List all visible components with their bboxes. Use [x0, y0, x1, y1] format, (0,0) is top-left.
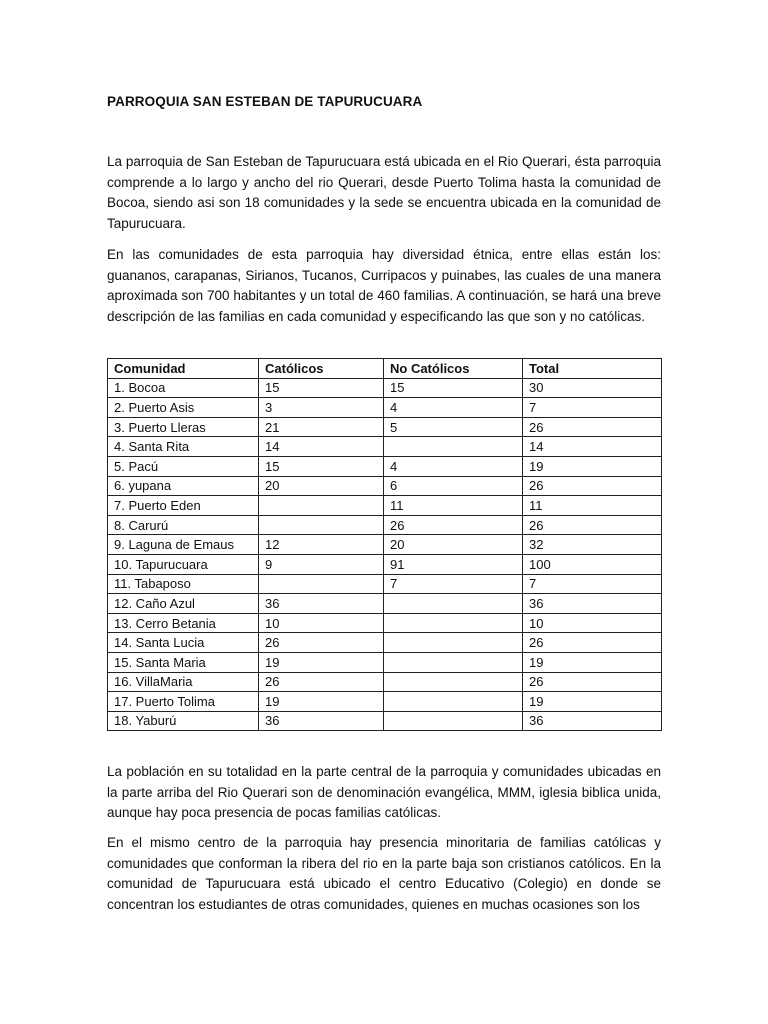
- cell-catolicos: [259, 515, 384, 535]
- cell-catolicos: 14: [259, 437, 384, 457]
- table-row: [108, 711, 662, 731]
- cell-catolicos: 26: [259, 672, 384, 692]
- cell-comunidad: 14. Santa Lucia: [108, 633, 259, 653]
- cell-comunidad: 13. Cerro Betania: [108, 613, 259, 633]
- cell-comunidad: 11. Tabaposo: [108, 574, 259, 594]
- cell-catolicos: 19: [259, 692, 384, 712]
- table-row: [108, 417, 662, 437]
- cell-no-catolicos: 5: [384, 417, 523, 437]
- cell-no-catolicos: [384, 613, 523, 633]
- cell-comunidad: 16. VillaMaria: [108, 672, 259, 692]
- paragraph-intro: La parroquia de San Esteban de Tapurucuara está ubicada en el Rio Querari, ésta parroquia comprende a lo largo y ancho del rio Querari, desde Puerto Tolima hasta la comunidad de Bocoa, siendo asi son 18 comunidades y la sede se encuentra ubicada en la comunidad de Tapurucuara.: [107, 154, 661, 231]
- cell-catolicos: 9: [259, 554, 384, 574]
- cell-no-catolicos: [384, 711, 523, 731]
- cell-catolicos: [259, 496, 384, 516]
- cell-comunidad: 12. Caño Azul: [108, 594, 259, 614]
- cell-comunidad: 9. Laguna de Emaus: [108, 535, 259, 555]
- paragraph-population: La población en su totalidad en la parte central de la parroquia y comunidades ubicadas en la parte arriba del Rio Querari son de denominación evangélica, MMM, iglesia biblica unida, aunque hay poca presencia de pocas familias católicas.: [107, 764, 661, 820]
- header-comunidad: Comunidad: [108, 359, 259, 379]
- table-body: [108, 378, 662, 731]
- cell-catolicos: 12: [259, 535, 384, 555]
- cell-comunidad: 5. Pacú: [108, 456, 259, 476]
- cell-total: 26: [523, 515, 662, 535]
- cell-comunidad: 4. Santa Rita: [108, 437, 259, 457]
- table-row: [108, 515, 662, 535]
- cell-catolicos: 36: [259, 594, 384, 614]
- cell-no-catolicos: 11: [384, 496, 523, 516]
- cell-comunidad: 17. Puerto Tolima: [108, 692, 259, 712]
- cell-total: 26: [523, 633, 662, 653]
- cell-no-catolicos: 7: [384, 574, 523, 594]
- table-row: [108, 476, 662, 496]
- cell-no-catolicos: 26: [384, 515, 523, 535]
- cell-total: 36: [523, 594, 662, 614]
- cell-no-catolicos: 4: [384, 456, 523, 476]
- cell-comunidad: 6. yupana: [108, 476, 259, 496]
- cell-total: 32: [523, 535, 662, 555]
- cell-comunidad: 15. Santa Maria: [108, 652, 259, 672]
- table-row: [108, 613, 662, 633]
- document-title: PARROQUIA SAN ESTEBAN DE TAPURUCUARA: [107, 94, 423, 109]
- cell-total: 14: [523, 437, 662, 457]
- cell-no-catolicos: [384, 633, 523, 653]
- cell-catolicos: 36: [259, 711, 384, 731]
- cell-total: 11: [523, 496, 662, 516]
- cell-comunidad: 7. Puerto Eden: [108, 496, 259, 516]
- header-total: Total: [523, 359, 662, 379]
- cell-no-catolicos: [384, 594, 523, 614]
- cell-total: 19: [523, 456, 662, 476]
- table-row: [108, 378, 662, 398]
- cell-total: 30: [523, 378, 662, 398]
- cell-catolicos: 3: [259, 398, 384, 418]
- cell-no-catolicos: 4: [384, 398, 523, 418]
- cell-no-catolicos: 6: [384, 476, 523, 496]
- cell-comunidad: 8. Carurú: [108, 515, 259, 535]
- header-catolicos: Católicos: [259, 359, 384, 379]
- table-header-row: [108, 359, 662, 379]
- header-no-catolicos: No Católicos: [384, 359, 523, 379]
- communities-table: [107, 358, 662, 731]
- table-row: [108, 594, 662, 614]
- cell-total: 26: [523, 672, 662, 692]
- table-row: [108, 456, 662, 476]
- cell-total: 36: [523, 711, 662, 731]
- cell-total: 100: [523, 554, 662, 574]
- cell-no-catolicos: 20: [384, 535, 523, 555]
- cell-catolicos: 15: [259, 378, 384, 398]
- cell-total: 19: [523, 652, 662, 672]
- cell-comunidad: 1. Bocoa: [108, 378, 259, 398]
- table-row: [108, 692, 662, 712]
- cell-no-catolicos: [384, 672, 523, 692]
- paragraph-ethnic-diversity: En las comunidades de esta parroquia hay diversidad étnica, entre ellas están los: guananos, carapanas, Sirianos, Tucanos, Curripacos y puinabes, las cuales de una manera aproximada son 700 habitantes y un total de 460 familias. A continuación, se hará una breve descripción de las familias en cada comunidad y especificando las que son y no católicas.: [107, 247, 661, 324]
- cell-no-catolicos: [384, 692, 523, 712]
- cell-total: 26: [523, 417, 662, 437]
- table-row: [108, 437, 662, 457]
- table-row: [108, 554, 662, 574]
- table-row: [108, 652, 662, 672]
- cell-catolicos: 21: [259, 417, 384, 437]
- cell-total: 7: [523, 574, 662, 594]
- table-row: [108, 672, 662, 692]
- cell-no-catolicos: [384, 437, 523, 457]
- cell-comunidad: 2. Puerto Asis: [108, 398, 259, 418]
- table-row: [108, 398, 662, 418]
- cell-catolicos: 26: [259, 633, 384, 653]
- cell-no-catolicos: [384, 652, 523, 672]
- cell-catolicos: [259, 574, 384, 594]
- table-row: [108, 496, 662, 516]
- cell-catolicos: 15: [259, 456, 384, 476]
- cell-total: 19: [523, 692, 662, 712]
- cell-no-catolicos: 91: [384, 554, 523, 574]
- cell-total: 7: [523, 398, 662, 418]
- cell-no-catolicos: 15: [384, 378, 523, 398]
- table-row: [108, 574, 662, 594]
- cell-total: 10: [523, 613, 662, 633]
- table-row: [108, 633, 662, 653]
- cell-catolicos: 10: [259, 613, 384, 633]
- cell-catolicos: 19: [259, 652, 384, 672]
- cell-catolicos: 20: [259, 476, 384, 496]
- table-row: [108, 535, 662, 555]
- cell-total: 26: [523, 476, 662, 496]
- cell-comunidad: 10. Tapurucuara: [108, 554, 259, 574]
- paragraph-center: En el mismo centro de la parroquia hay presencia minoritaria de familias católicas y comunidades que conforman la ribera del rio en la parte baja son cristianos católicos. En la comunidad de Tapurucuara está ubicado el centro Educativo (Colegio) en donde se concentran los estudiantes de otras comunidades, quienes en muchas ocasiones son los: [107, 835, 661, 912]
- cell-comunidad: 18. Yaburú: [108, 711, 259, 731]
- cell-comunidad: 3. Puerto Lleras: [108, 417, 259, 437]
